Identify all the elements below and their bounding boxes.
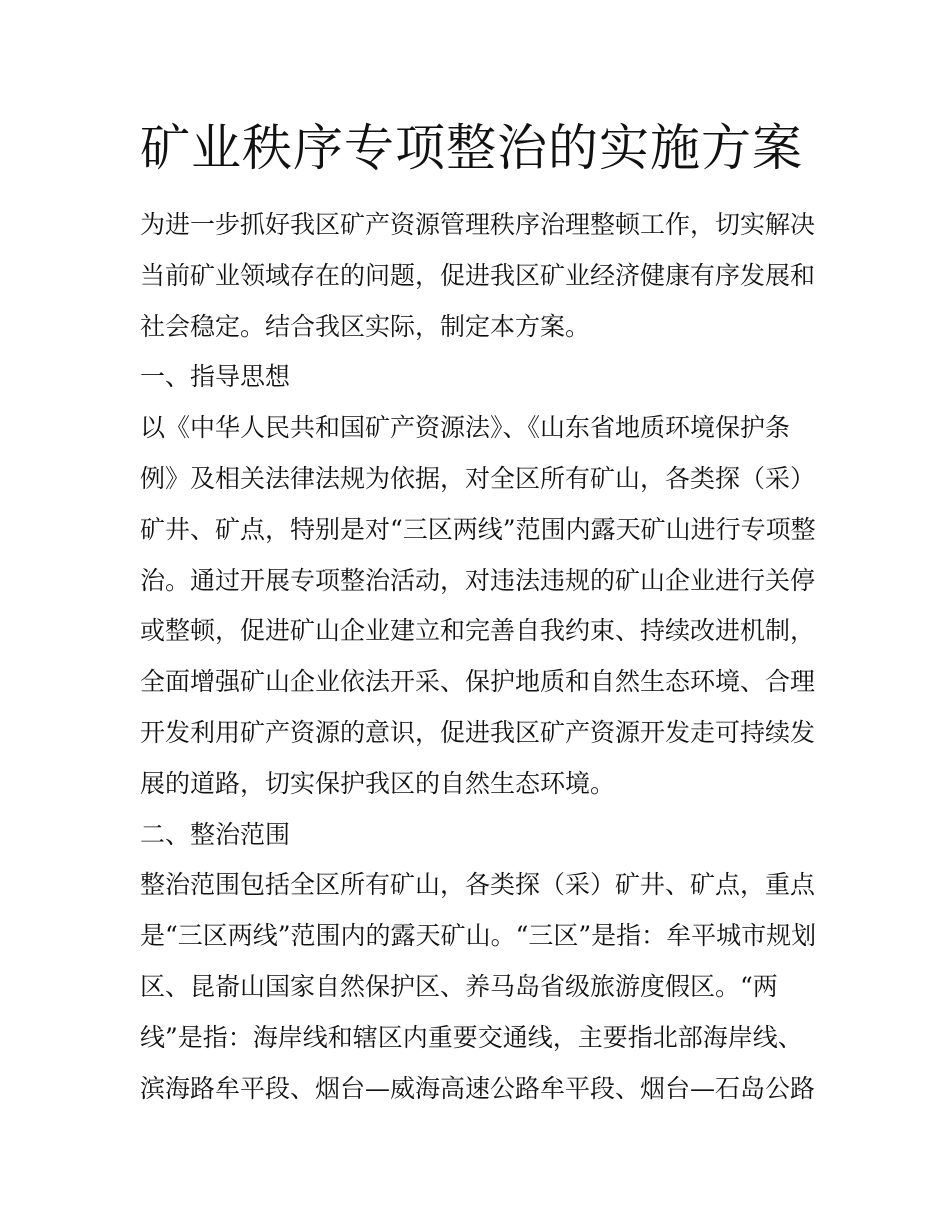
body-line: 以《中华人民共和国矿产资源法》、《山东省地质环境保护条 (140, 413, 791, 443)
body-line: 全面增强矿山企业依法开采、保护地质和自然生态环境、合理 (140, 667, 816, 697)
section-heading-guiding-ideology: 一、指导思想 (140, 362, 291, 392)
body-line: 开发利用矿产资源的意识，促进我区矿产资源开发走可持续发 (140, 717, 816, 747)
body-line: 矿井、矿点，特别是对“三区两线”范围内露天矿山进行专项整 (140, 514, 816, 544)
body-line: 是“三区两线”范围内的露天矿山。“三区”是指：牟平城市规划 (140, 921, 817, 951)
body-line: 为进一步抓好我区矿产资源管理秩序治理整顿工作，切实解决 (140, 210, 816, 239)
document-title: 矿业秩序专项整治的实施方案 (140, 119, 803, 177)
body-line: 例》及相关法律法规为依据，对全区所有矿山，各类探（采） (140, 463, 816, 493)
body-line: 区、昆嵛山国家自然保护区、养马岛省级旅游度假区。“两 (140, 971, 778, 1001)
body-line: 当前矿业领域存在的问题，促进我区矿业经济健康有序发展和 (140, 260, 816, 290)
section-heading-scope: 二、整治范围 (140, 819, 291, 849)
body-line: 整治范围包括全区所有矿山，各类探（采）矿井、矿点，重点 (140, 870, 816, 900)
body-line: 或整顿，促进矿山企业建立和完善自我约束、持续改进机制， (140, 616, 816, 646)
body-line: 社会稳定。结合我区实际，制定本方案。 (140, 311, 591, 341)
body-line: 滨海路牟平段、烟台—威海高速公路牟平段、烟台—石岛公路 (140, 1073, 816, 1103)
body-line: 展的道路，切实保护我区的自然生态环境。 (140, 768, 616, 798)
document-body (140, 200, 820, 1114)
body-line: 线”是指：海岸线和辖区内重要交通线，主要指北部海岸线、 (140, 1022, 803, 1052)
body-line: 治。通过开展专项整治活动，对违法违规的矿山企业进行关停 (140, 565, 816, 595)
